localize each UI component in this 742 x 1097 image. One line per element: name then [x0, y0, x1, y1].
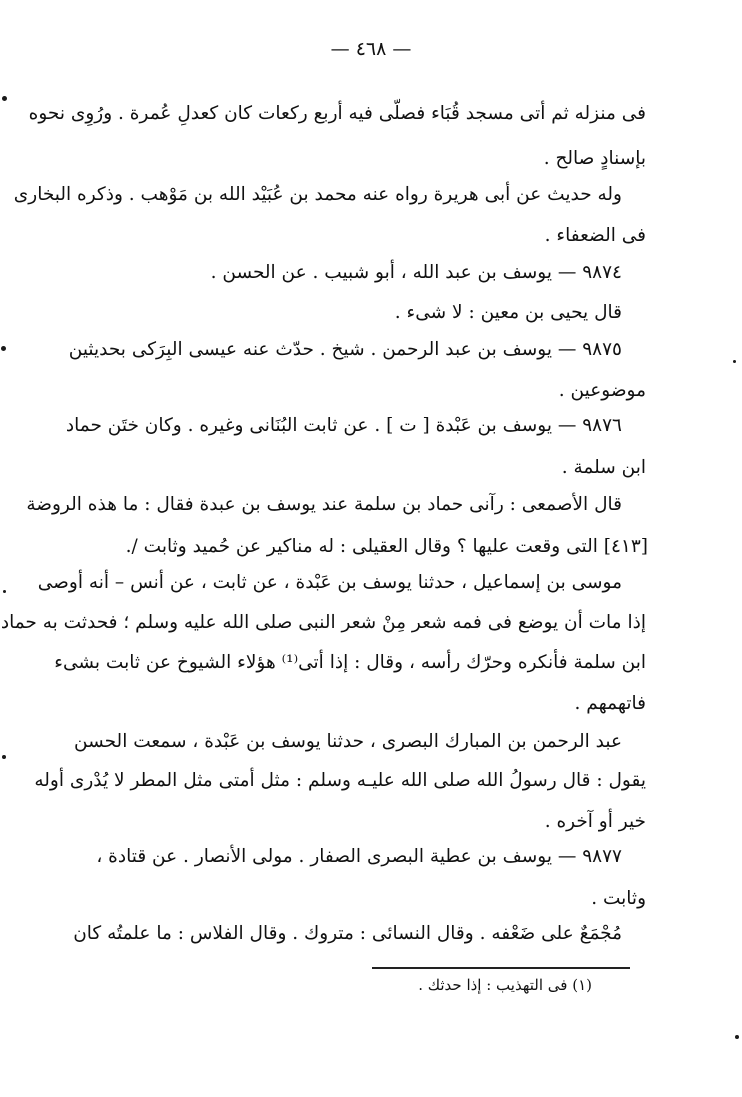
text-line-21: وثابت . [591, 888, 646, 909]
text-line-2: بإسنادٍ صالح . [543, 148, 646, 169]
text-line-13: موسى بن إسماعيل ، حدثنا يوسف بن عَبْدة ، عن ثابت ، عن أنس – أنه أوصى [37, 572, 622, 593]
scan-speck [735, 1035, 739, 1039]
text-line-19: خير أو آخره . [544, 811, 646, 832]
text-line-16: فاتهمهم . [574, 693, 646, 714]
text-line-10: ابن سلمة . [561, 457, 646, 478]
footnote: (١) فى التهذيب : إذا حدثك . [418, 976, 592, 994]
scan-speck [2, 96, 7, 101]
text-line-17: عبد الرحمن بن المبارك البصرى ، حدثنا يوسف بن عَبْدة ، سمعت الحسن [74, 731, 622, 752]
text-line-6: قال يحيى بن معين : لا شىء . [394, 302, 622, 323]
text-line-15: ابن سلمة فأنكره وحرّك رأسه ، وقال : إذا أتى⁽¹⁾ هؤلاء الشيوخ عن ثابت بشىء [54, 652, 646, 673]
scan-speck [1, 346, 6, 351]
entry-9875-heading: ٩٨٧٥ — يوسف بن عبد الرحمن . شيخ . حدّث عنه عيسى البِرَكى بحديثين [68, 339, 622, 360]
text-line-1: فى منزله ثم أتى مسجد قُبَاء فصلّى فيه أربع ركعات كان كعدلِ عُمرة . ورُوِى نحوه [28, 103, 646, 124]
text-line-12: [٤١٣] التى وقعت عليها ؟ وقال العقيلى : له مناكير عن حُميد وثابت /. [125, 536, 648, 557]
text-line-11: قال الأصمعى : رآنى حماد بن سلمة عند يوسف بن عبدة فقال : ما هذه الروضة [26, 494, 622, 515]
text-line-22: مُجْمَعٌ على ضَعْفه . وقال النسائى : متروك . وقال الفلاس : ما علمتُه كان [73, 923, 622, 944]
page-number: — ٤٦٨ — [330, 38, 412, 60]
text-line-14: إذا مات أن يوضع فى فمه شعر مِنْ شعر النبى صلى الله عليه وسلم ؛ فحدثت به حماد [0, 612, 646, 633]
text-line-18: يقول : قال رسولُ الله صلى الله عليـه وسلم : مثل أمتى مثل المطر لا يُدْرى أوله [34, 770, 646, 791]
entry-9876-heading: ٩٨٧٦ — يوسف بن عَبْدة [ ت ] . عن ثابت البُنَانى وغيره . وكان ختَن حماد [65, 415, 622, 436]
scan-speck [2, 755, 6, 759]
scan-speck [733, 360, 736, 363]
scan-speck [3, 590, 6, 593]
text-line-8: موضوعين . [558, 380, 646, 401]
text-line-3: وله حديث عن أبى هريرة رواه عنه محمد بن عُبَيْد الله بن مَوْهب . وذكره البخارى [13, 184, 622, 205]
entry-9877-heading: ٩٨٧٧ — يوسف بن عطية البصرى الصفار . مولى الأنصار . عن قتادة ، [96, 846, 622, 867]
entry-9874-heading: ٩٨٧٤ — يوسف بن عبد الله ، أبو شبيب . عن الحسن . [210, 262, 622, 283]
footnote-divider [372, 967, 630, 969]
text-line-4: فى الضعفاء . [544, 225, 646, 246]
